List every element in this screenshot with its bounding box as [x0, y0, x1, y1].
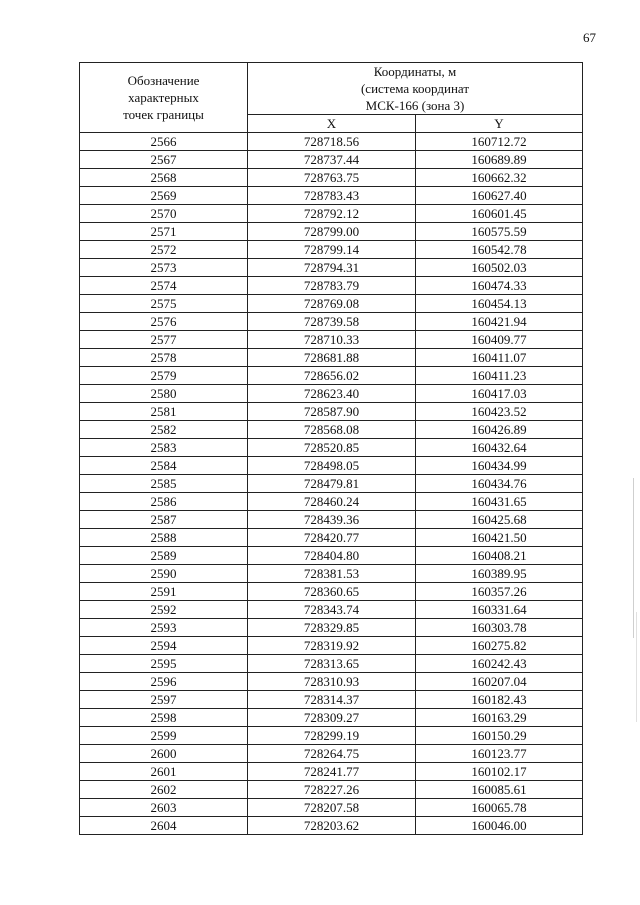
point-id-cell: 2602 — [80, 781, 248, 799]
point-id-cell: 2601 — [80, 763, 248, 781]
table-row — [80, 691, 583, 709]
point-id-cell: 2573 — [80, 259, 248, 277]
table-row — [80, 655, 583, 673]
point-id-cell: 2576 — [80, 313, 248, 331]
y-coordinate-cell: 160163.29 — [416, 709, 583, 727]
x-coordinate-cell: 728360.65 — [248, 583, 416, 601]
table-body — [80, 133, 583, 835]
y-coordinate-cell: 160662.32 — [416, 169, 583, 187]
y-coordinate-cell: 160182.43 — [416, 691, 583, 709]
x-coordinate-cell: 728769.08 — [248, 295, 416, 313]
coords-group-line-1: Координаты, м — [373, 64, 457, 79]
y-coordinate-cell: 160431.65 — [416, 493, 583, 511]
y-coordinate-cell: 160357.26 — [416, 583, 583, 601]
y-coordinate-cell: 160454.13 — [416, 295, 583, 313]
scan-artifact — [633, 478, 634, 638]
y-coordinate-cell: 160434.76 — [416, 475, 583, 493]
x-coordinate-cell: 728264.75 — [248, 745, 416, 763]
point-id-cell: 2604 — [80, 817, 248, 835]
x-coordinate-cell: 728207.58 — [248, 799, 416, 817]
table-row — [80, 385, 583, 403]
point-id-cell: 2599 — [80, 727, 248, 745]
x-coordinate-cell: 728329.85 — [248, 619, 416, 637]
table-row — [80, 133, 583, 151]
y-coordinate-cell: 160389.95 — [416, 565, 583, 583]
y-coordinate-cell: 160575.59 — [416, 223, 583, 241]
x-coordinate-cell: 728587.90 — [248, 403, 416, 421]
point-id-cell: 2585 — [80, 475, 248, 493]
table-row — [80, 781, 583, 799]
point-id-cell: 2581 — [80, 403, 248, 421]
y-coordinate-cell: 160123.77 — [416, 745, 583, 763]
point-id-cell: 2603 — [80, 799, 248, 817]
y-coordinate-cell: 160502.03 — [416, 259, 583, 277]
y-coordinate-cell: 160542.78 — [416, 241, 583, 259]
point-id-cell: 2574 — [80, 277, 248, 295]
x-coordinate-cell: 728718.56 — [248, 133, 416, 151]
table-row — [80, 421, 583, 439]
y-coordinate-cell: 160417.03 — [416, 385, 583, 403]
x-coordinate-cell: 728498.05 — [248, 457, 416, 475]
table-row — [80, 583, 583, 601]
x-coordinate-cell: 728681.88 — [248, 349, 416, 367]
y-coordinate-cell: 160102.17 — [416, 763, 583, 781]
y-coordinate-cell: 160712.72 — [416, 133, 583, 151]
point-id-cell: 2580 — [80, 385, 248, 403]
point-id-cell: 2582 — [80, 421, 248, 439]
point-id-cell: 2579 — [80, 367, 248, 385]
point-id-cell: 2578 — [80, 349, 248, 367]
x-coordinate-cell: 728799.14 — [248, 241, 416, 259]
table-row — [80, 151, 583, 169]
x-coordinate-cell: 728314.37 — [248, 691, 416, 709]
y-coordinate-cell: 160474.33 — [416, 277, 583, 295]
point-id-cell: 2583 — [80, 439, 248, 457]
point-id-cell: 2589 — [80, 547, 248, 565]
x-coordinate-cell: 728319.92 — [248, 637, 416, 655]
point-id-cell: 2595 — [80, 655, 248, 673]
x-coordinate-cell: 728309.27 — [248, 709, 416, 727]
y-coordinate-cell: 160423.52 — [416, 403, 583, 421]
y-coordinate-cell: 160426.89 — [416, 421, 583, 439]
y-coordinate-cell: 160411.07 — [416, 349, 583, 367]
table-row — [80, 403, 583, 421]
table-row — [80, 295, 583, 313]
y-coordinate-cell: 160408.21 — [416, 547, 583, 565]
x-coordinate-cell: 728241.77 — [248, 763, 416, 781]
y-column-header: Y — [416, 115, 583, 133]
x-coordinate-cell: 728479.81 — [248, 475, 416, 493]
point-id-cell: 2597 — [80, 691, 248, 709]
x-coordinate-cell: 728783.79 — [248, 277, 416, 295]
point-id-cell: 2586 — [80, 493, 248, 511]
y-coordinate-cell: 160689.89 — [416, 151, 583, 169]
table-row — [80, 313, 583, 331]
point-label-line-1: Обозначение — [127, 73, 200, 88]
point-id-cell: 2592 — [80, 601, 248, 619]
table-row — [80, 529, 583, 547]
x-coordinate-cell: 728792.12 — [248, 205, 416, 223]
x-coordinate-cell: 728656.02 — [248, 367, 416, 385]
table-row — [80, 349, 583, 367]
table-row — [80, 727, 583, 745]
x-coordinate-cell: 728763.75 — [248, 169, 416, 187]
x-coordinate-cell: 728310.93 — [248, 673, 416, 691]
table-header — [80, 63, 583, 133]
y-coordinate-cell: 160425.68 — [416, 511, 583, 529]
coords-group-header — [248, 63, 583, 115]
y-coordinate-cell: 160411.23 — [416, 367, 583, 385]
y-coordinate-cell: 160242.43 — [416, 655, 583, 673]
table-row — [80, 205, 583, 223]
y-coordinate-cell: 160409.77 — [416, 331, 583, 349]
table-row — [80, 187, 583, 205]
table-row — [80, 223, 583, 241]
table-row — [80, 511, 583, 529]
x-coordinate-cell: 728783.43 — [248, 187, 416, 205]
table-row — [80, 745, 583, 763]
y-coordinate-cell: 160303.78 — [416, 619, 583, 637]
point-id-cell: 2567 — [80, 151, 248, 169]
x-coordinate-cell: 728710.33 — [248, 331, 416, 349]
x-column-header: X — [248, 115, 416, 133]
page-number: 67 — [583, 30, 596, 45]
point-id-cell: 2590 — [80, 565, 248, 583]
table-row — [80, 475, 583, 493]
point-id-cell: 2575 — [80, 295, 248, 313]
table-row — [80, 547, 583, 565]
y-coordinate-cell: 160421.94 — [416, 313, 583, 331]
y-coordinate-cell: 160434.99 — [416, 457, 583, 475]
coords-group-line-3: МСК-166 (зона 3) — [365, 98, 465, 113]
table-row — [80, 493, 583, 511]
table-row — [80, 799, 583, 817]
x-coordinate-cell: 728439.36 — [248, 511, 416, 529]
x-coordinate-cell: 728799.00 — [248, 223, 416, 241]
point-id-cell: 2571 — [80, 223, 248, 241]
y-coordinate-cell: 160627.40 — [416, 187, 583, 205]
y-coordinate-cell: 160421.50 — [416, 529, 583, 547]
point-label-header — [80, 63, 248, 133]
y-coordinate-cell: 160085.61 — [416, 781, 583, 799]
y-coordinate-cell: 160207.04 — [416, 673, 583, 691]
y-coordinate-cell: 160046.00 — [416, 817, 583, 835]
point-label-line-2: характерных — [128, 90, 199, 105]
table-row — [80, 565, 583, 583]
x-coordinate-cell: 728203.62 — [248, 817, 416, 835]
y-coordinate-cell: 160331.64 — [416, 601, 583, 619]
x-coordinate-cell: 728381.53 — [248, 565, 416, 583]
point-id-cell: 2572 — [80, 241, 248, 259]
x-coordinate-cell: 728227.26 — [248, 781, 416, 799]
x-coordinate-cell: 728737.44 — [248, 151, 416, 169]
table-row — [80, 601, 583, 619]
table-row — [80, 169, 583, 187]
table-row — [80, 259, 583, 277]
x-coordinate-cell: 728520.85 — [248, 439, 416, 457]
table-row — [80, 367, 583, 385]
y-coordinate-cell: 160432.64 — [416, 439, 583, 457]
x-coordinate-cell: 728313.65 — [248, 655, 416, 673]
point-id-cell: 2570 — [80, 205, 248, 223]
coords-group-line-2: (система координат — [360, 81, 470, 96]
point-id-cell: 2587 — [80, 511, 248, 529]
point-id-cell: 2568 — [80, 169, 248, 187]
table-row — [80, 457, 583, 475]
table-row — [80, 439, 583, 457]
point-label-line-3: точек границы — [123, 107, 204, 122]
point-id-cell: 2600 — [80, 745, 248, 763]
point-id-cell: 2598 — [80, 709, 248, 727]
point-id-cell: 2591 — [80, 583, 248, 601]
point-id-cell: 2577 — [80, 331, 248, 349]
x-coordinate-cell: 728404.80 — [248, 547, 416, 565]
coordinates-table — [79, 62, 583, 835]
x-coordinate-cell: 728299.19 — [248, 727, 416, 745]
table-row — [80, 763, 583, 781]
y-coordinate-cell: 160275.82 — [416, 637, 583, 655]
x-coordinate-cell: 728739.58 — [248, 313, 416, 331]
point-id-cell: 2569 — [80, 187, 248, 205]
point-id-cell: 2593 — [80, 619, 248, 637]
y-coordinate-cell: 160065.78 — [416, 799, 583, 817]
x-coordinate-cell: 728568.08 — [248, 421, 416, 439]
table-row — [80, 817, 583, 835]
y-coordinate-cell: 160601.45 — [416, 205, 583, 223]
table-row — [80, 331, 583, 349]
x-coordinate-cell: 728420.77 — [248, 529, 416, 547]
table-row — [80, 241, 583, 259]
x-coordinate-cell: 728460.24 — [248, 493, 416, 511]
point-id-cell: 2594 — [80, 637, 248, 655]
table-row — [80, 673, 583, 691]
table-row — [80, 277, 583, 295]
x-coordinate-cell: 728623.40 — [248, 385, 416, 403]
x-coordinate-cell: 728343.74 — [248, 601, 416, 619]
point-id-cell: 2588 — [80, 529, 248, 547]
scan-artifact — [636, 612, 637, 722]
table-row — [80, 619, 583, 637]
x-coordinate-cell: 728794.31 — [248, 259, 416, 277]
y-coordinate-cell: 160150.29 — [416, 727, 583, 745]
point-id-cell: 2596 — [80, 673, 248, 691]
point-id-cell: 2584 — [80, 457, 248, 475]
table-row — [80, 709, 583, 727]
table-row — [80, 637, 583, 655]
point-id-cell: 2566 — [80, 133, 248, 151]
